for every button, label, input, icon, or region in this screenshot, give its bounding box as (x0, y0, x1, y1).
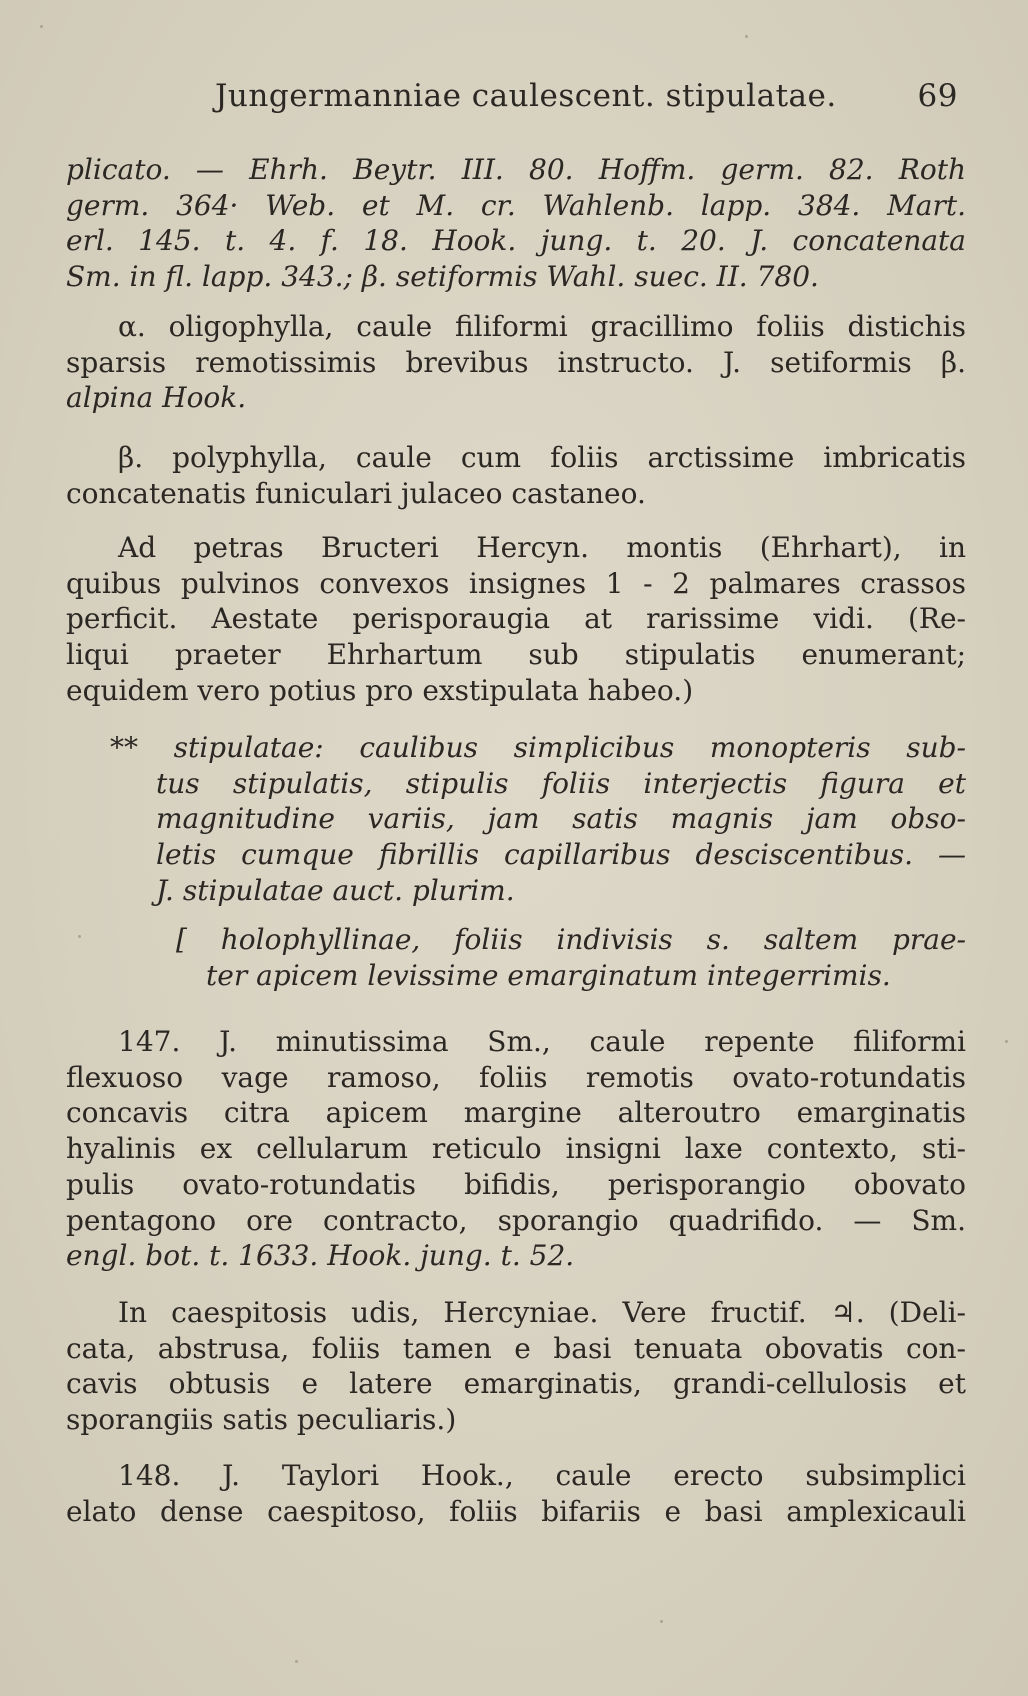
paper-speck (1005, 1040, 1008, 1043)
text-line: 147. J. minutissima Sm., caule repente filiformi (118, 1025, 966, 1058)
paper-speck (78, 935, 81, 938)
species-147-description (66, 1024, 966, 1274)
text-line: In caespitosis udis, Hercyniae. Vere fructif. ♃. (Deli- (118, 1296, 966, 1329)
section-stipulatae (110, 730, 966, 909)
text-line: germ. 364· Web. et M. cr. Wahlenb. lapp. 384. Mart. (66, 188, 966, 222)
text-line: β. polyphylla, caule cum foliis arctissime imbricatis (118, 441, 966, 474)
page-number: 69 (917, 78, 958, 114)
page-header (215, 78, 958, 122)
paper-speck (295, 1660, 298, 1663)
text-line: magnitudine variis, jam satis magnis jam obso- (156, 802, 966, 836)
text-line: quibus pulvinos convexos insignes 1 - 2 palmares crassos (66, 566, 966, 600)
text-line: cata, abstrusa, foliis tamen e basi tenuata obovatis con- (66, 1331, 966, 1365)
text-line: letis cumque fibrillis capillaribus desciscentibus. — (156, 838, 966, 872)
paper-speck (745, 35, 748, 38)
text-line: pentagono ore contracto, sporangio quadrifido. — Sm. (66, 1203, 966, 1237)
references-paragraph (66, 152, 966, 295)
text-line: J. stipulatae auct. plurim. (156, 873, 515, 907)
text-line: alpina Hook. (66, 381, 247, 415)
page-body (66, 152, 966, 1552)
text-line: sparsis remotissimis brevibus instructo. J. setiformis β. (66, 345, 966, 379)
text-line: flexuoso vage ramoso, foliis remotis ovato-rotundatis (66, 1060, 966, 1094)
habitat-paragraph (66, 530, 966, 709)
text-line: ** stipulatae: caulibus simplicibus monopteris sub- (110, 731, 966, 764)
text-line: hyalinis ex cellularum reticulo insigni laxe contexto, sti- (66, 1132, 966, 1166)
text-line: plicato. — Ehrh. Beytr. III. 80. Hoffm. germ. 82. Roth (66, 153, 966, 186)
text-line: Sm. in fl. lapp. 343.; β. setiformis Wahl. suec. II. 780. (66, 260, 819, 294)
species-148-description (66, 1458, 966, 1529)
text-line: liqui praeter Ehrhartum sub stipulatis enumerant; (66, 638, 966, 672)
text-line: tus stipulatis, stipulis foliis interjectis figura et (156, 766, 966, 800)
text-line: concatenatis funiculari julaceo castaneo. (66, 476, 646, 510)
variety-alpha-paragraph (66, 309, 966, 416)
subsection-holophyllinae (176, 922, 966, 993)
paper-speck (40, 25, 43, 28)
running-title: Jungermanniae caulescent. stipulatae. (215, 78, 837, 114)
paper-speck (660, 1620, 663, 1623)
text-line: pulis ovato-rotundatis bifidis, perisporangio obovato (66, 1167, 966, 1201)
text-line: erl. 145. t. 4. f. 18. Hook. jung. t. 20. J. concatenata (66, 224, 966, 258)
text-line: 148. J. Taylori Hook., caule erecto subsimplici (118, 1459, 966, 1492)
text-line: Ad petras Bructeri Hercyn. montis (Ehrhart), in (118, 531, 966, 564)
text-line: elato dense caespitoso, foliis bifariis e basi amplexicauli (66, 1494, 966, 1528)
text-line: sporangiis satis peculiaris.) (66, 1403, 457, 1437)
text-line: cavis obtusis e latere emarginatis, grandi-cellulosis et (66, 1367, 966, 1401)
text-line: engl. bot. t. 1633. Hook. jung. t. 52. (66, 1239, 575, 1273)
text-line: [ holophyllinae, foliis indivisis s. saltem prae- (176, 923, 966, 956)
text-line: ter apicem levissime emarginatum integerrimis. (206, 958, 891, 992)
text-line: concavis citra apicem margine alteroutro emarginatis (66, 1096, 966, 1130)
species-147-habitat (66, 1295, 966, 1438)
text-line: perficit. Aestate perisporaugia at rarissime vidi. (Re- (66, 602, 966, 636)
text-line: α. oligophylla, caule filiformi gracillimo foliis distichis (118, 310, 966, 343)
text-line: equidem vero potius pro exstipulata habeo.) (66, 673, 694, 707)
variety-beta-paragraph (66, 440, 966, 511)
